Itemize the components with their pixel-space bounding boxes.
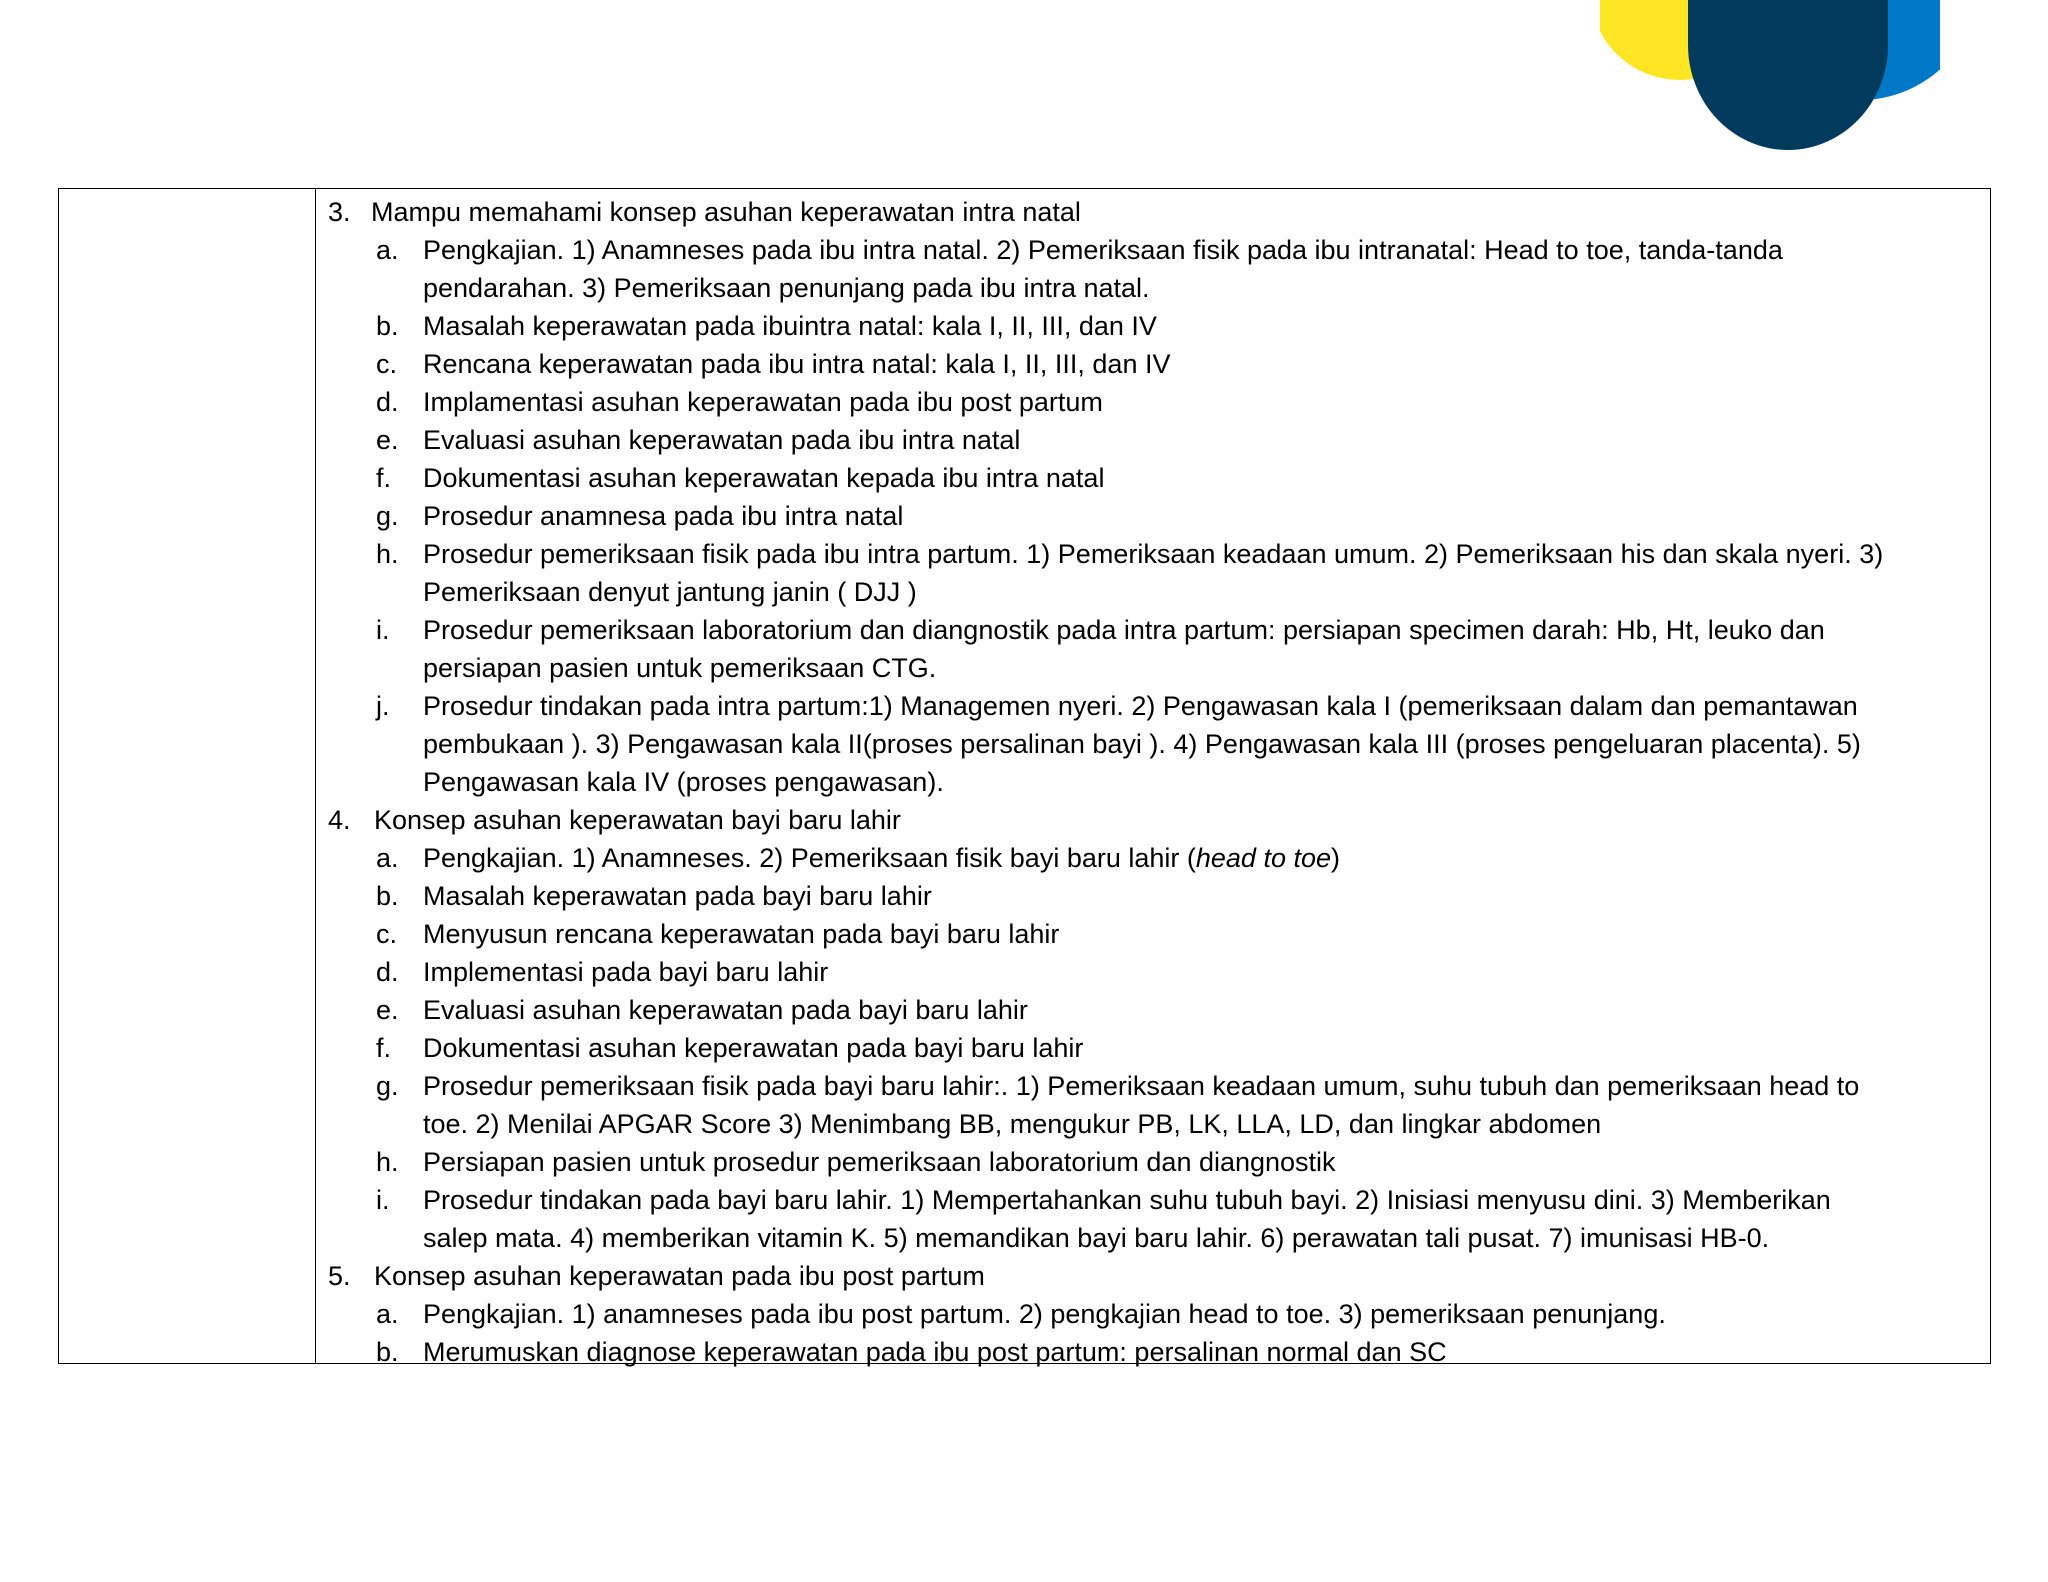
item-letter: i. bbox=[376, 615, 390, 645]
list-item bbox=[316, 877, 1990, 915]
item-letter: b. bbox=[376, 1337, 399, 1367]
table-right-cell bbox=[316, 189, 1990, 1367]
item-text-part: Pengkajian. 1) Anamneses. 2) Pemeriksaan fisik bayi baru lahir ( bbox=[423, 843, 1196, 873]
item-letter: g. bbox=[376, 1071, 399, 1101]
item-text: salep mata. 4) memberikan vitamin K. 5) memandikan bayi baru lahir. 6) perawatan tali pusat. 7) imunisasi HB-0. bbox=[423, 1223, 1770, 1253]
item-letter: b. bbox=[376, 881, 399, 911]
item-text: Evaluasi asuhan keperawatan pada bayi baru lahir bbox=[423, 995, 1028, 1025]
section-number: 5. bbox=[328, 1261, 351, 1291]
item-text: Prosedur tindakan pada bayi baru lahir. 1) Mempertahankan suhu tubuh bayi. 2) Inisiasi menyusu dini. 3) Memberikan bbox=[423, 1185, 1831, 1215]
item-letter: j. bbox=[376, 691, 390, 721]
list-item bbox=[316, 1067, 1990, 1105]
list-item bbox=[316, 953, 1990, 991]
section-number: 4. bbox=[328, 805, 351, 835]
list-item bbox=[316, 687, 1990, 725]
list-item bbox=[316, 231, 1990, 269]
item-text: Dokumentasi asuhan keperawatan kepada ibu intra natal bbox=[423, 463, 1105, 493]
item-letter: f. bbox=[376, 1033, 392, 1063]
item-text: Dokumentasi asuhan keperawatan pada bayi baru lahir bbox=[423, 1033, 1084, 1063]
item-text: Pengawasan kala IV (proses pengawasan). bbox=[423, 767, 944, 797]
item-text: Pemeriksaan denyut jantung janin ( DJJ ) bbox=[423, 577, 917, 607]
item-letter: h. bbox=[376, 539, 399, 569]
section-number: 3. bbox=[328, 197, 351, 227]
list-item bbox=[316, 991, 1990, 1029]
item-letter: g. bbox=[376, 501, 399, 531]
item-text: Prosedur pemeriksaan fisik pada ibu intra partum. 1) Pemeriksaan keadaan umum. 2) Pemeriksaan his dan skala nyeri. 3) bbox=[423, 539, 1884, 569]
item-letter: e. bbox=[376, 995, 399, 1025]
item-text: Implamentasi asuhan keperawatan pada ibu post partum bbox=[423, 387, 1103, 417]
item-letter: d. bbox=[376, 957, 399, 987]
list-item bbox=[316, 459, 1990, 497]
item-text: Pengkajian. 1) anamneses pada ibu post partum. 2) pengkajian head to toe. 3) pemeriksaan penunjang. bbox=[423, 1299, 1666, 1329]
item-text: Implementasi pada bayi baru lahir bbox=[423, 957, 829, 987]
section-heading bbox=[316, 193, 1990, 231]
item-text: Prosedur pemeriksaan fisik pada bayi baru lahir:. 1) Pemeriksaan keadaan umum, suhu tubuh dan pemeriksaan head to bbox=[423, 1071, 1860, 1101]
item-letter: a. bbox=[376, 843, 399, 873]
item-text: Merumuskan diagnose keperawatan pada ibu post partum: persalinan normal dan SC bbox=[423, 1337, 1447, 1367]
item-text: Prosedur tindakan pada intra partum:1) Managemen nyeri. 2) Pengawasan kala I (pemeriksaan dalam dan pemantawan bbox=[423, 691, 1858, 721]
item-text: Prosedur anamnesa pada ibu intra natal bbox=[423, 501, 904, 531]
item-letter: i. bbox=[376, 1185, 390, 1215]
item-text: Menyusun rencana keperawatan pada bayi baru lahir bbox=[423, 919, 1060, 949]
list-item bbox=[316, 915, 1990, 953]
table-left-cell bbox=[59, 189, 316, 1363]
list-item-continuation bbox=[316, 1219, 1990, 1257]
item-text: Masalah keperawatan pada ibuintra natal: kala I, II, III, dan IV bbox=[423, 311, 1157, 341]
list-item bbox=[316, 1029, 1990, 1067]
section-heading bbox=[316, 801, 1990, 839]
item-text: Prosedur pemeriksaan laboratorium dan diangnostik pada intra partum: persiapan specimen darah: Hb, Ht, leuko dan bbox=[423, 615, 1825, 645]
item-text-italic: head to toe bbox=[1195, 843, 1331, 873]
list-item-continuation bbox=[316, 725, 1990, 763]
content-table bbox=[58, 188, 1991, 1367]
list-item-continuation bbox=[316, 269, 1990, 307]
item-text: pendarahan. 3) Pemeriksaan penunjang pada ibu intra natal. bbox=[423, 273, 1150, 303]
item-text: persiapan pasien untuk pemeriksaan CTG. bbox=[423, 653, 937, 683]
item-text: Evaluasi asuhan keperawatan pada ibu intra natal bbox=[423, 425, 1021, 455]
item-text bbox=[423, 839, 1340, 877]
list-item bbox=[316, 383, 1990, 421]
item-letter: c. bbox=[376, 349, 398, 379]
list-item bbox=[316, 345, 1990, 383]
item-letter: f. bbox=[376, 463, 392, 493]
list-item-continuation bbox=[316, 1105, 1990, 1143]
section-heading bbox=[316, 1257, 1990, 1295]
section-title: Mampu memahami konsep asuhan keperawatan intra natal bbox=[371, 197, 1081, 227]
item-text: Masalah keperawatan pada bayi baru lahir bbox=[423, 881, 932, 911]
list-item bbox=[316, 839, 1990, 877]
list-item-continuation bbox=[316, 649, 1990, 687]
list-item bbox=[316, 611, 1990, 649]
item-text: Rencana keperawatan pada ibu intra natal: kala I, II, III, dan IV bbox=[423, 349, 1171, 379]
item-text: Persiapan pasien untuk prosedur pemeriksaan laboratorium dan diangnostik bbox=[423, 1147, 1336, 1177]
list-item bbox=[316, 1295, 1990, 1333]
item-text: toe. 2) Menilai APGAR Score 3) Menimbang BB, mengukur PB, LK, LLA, LD, dan lingkar abdomen bbox=[423, 1109, 1602, 1139]
item-letter: e. bbox=[376, 425, 399, 455]
item-letter: h. bbox=[376, 1147, 399, 1177]
item-letter: c. bbox=[376, 919, 398, 949]
section-title: Konsep asuhan keperawatan pada ibu post partum bbox=[374, 1261, 985, 1291]
item-text: Pengkajian. 1) Anamneses pada ibu intra natal. 2) Pemeriksaan fisik pada ibu intranatal: Head to toe, tanda-tanda bbox=[423, 235, 1783, 265]
list-item bbox=[316, 1333, 1990, 1371]
item-letter: b. bbox=[376, 311, 399, 341]
university-logo bbox=[1600, 0, 1940, 160]
list-item bbox=[316, 535, 1990, 573]
list-item bbox=[316, 1181, 1990, 1219]
item-text: pembukaan ). 3) Pengawasan kala II(proses persalinan bayi ). 4) Pengawasan kala III (proses pengeluaran placenta). 5) bbox=[423, 729, 1861, 759]
item-letter: a. bbox=[376, 235, 399, 265]
list-item bbox=[316, 1143, 1990, 1181]
list-item bbox=[316, 307, 1990, 345]
section-title: Konsep asuhan keperawatan bayi baru lahir bbox=[374, 805, 901, 835]
item-letter: a. bbox=[376, 1299, 399, 1329]
item-letter: d. bbox=[376, 387, 399, 417]
list-item bbox=[316, 421, 1990, 459]
list-item-continuation bbox=[316, 763, 1990, 801]
item-text-suffix: ) bbox=[1331, 843, 1340, 873]
list-item-continuation bbox=[316, 573, 1990, 611]
list-item bbox=[316, 497, 1990, 535]
